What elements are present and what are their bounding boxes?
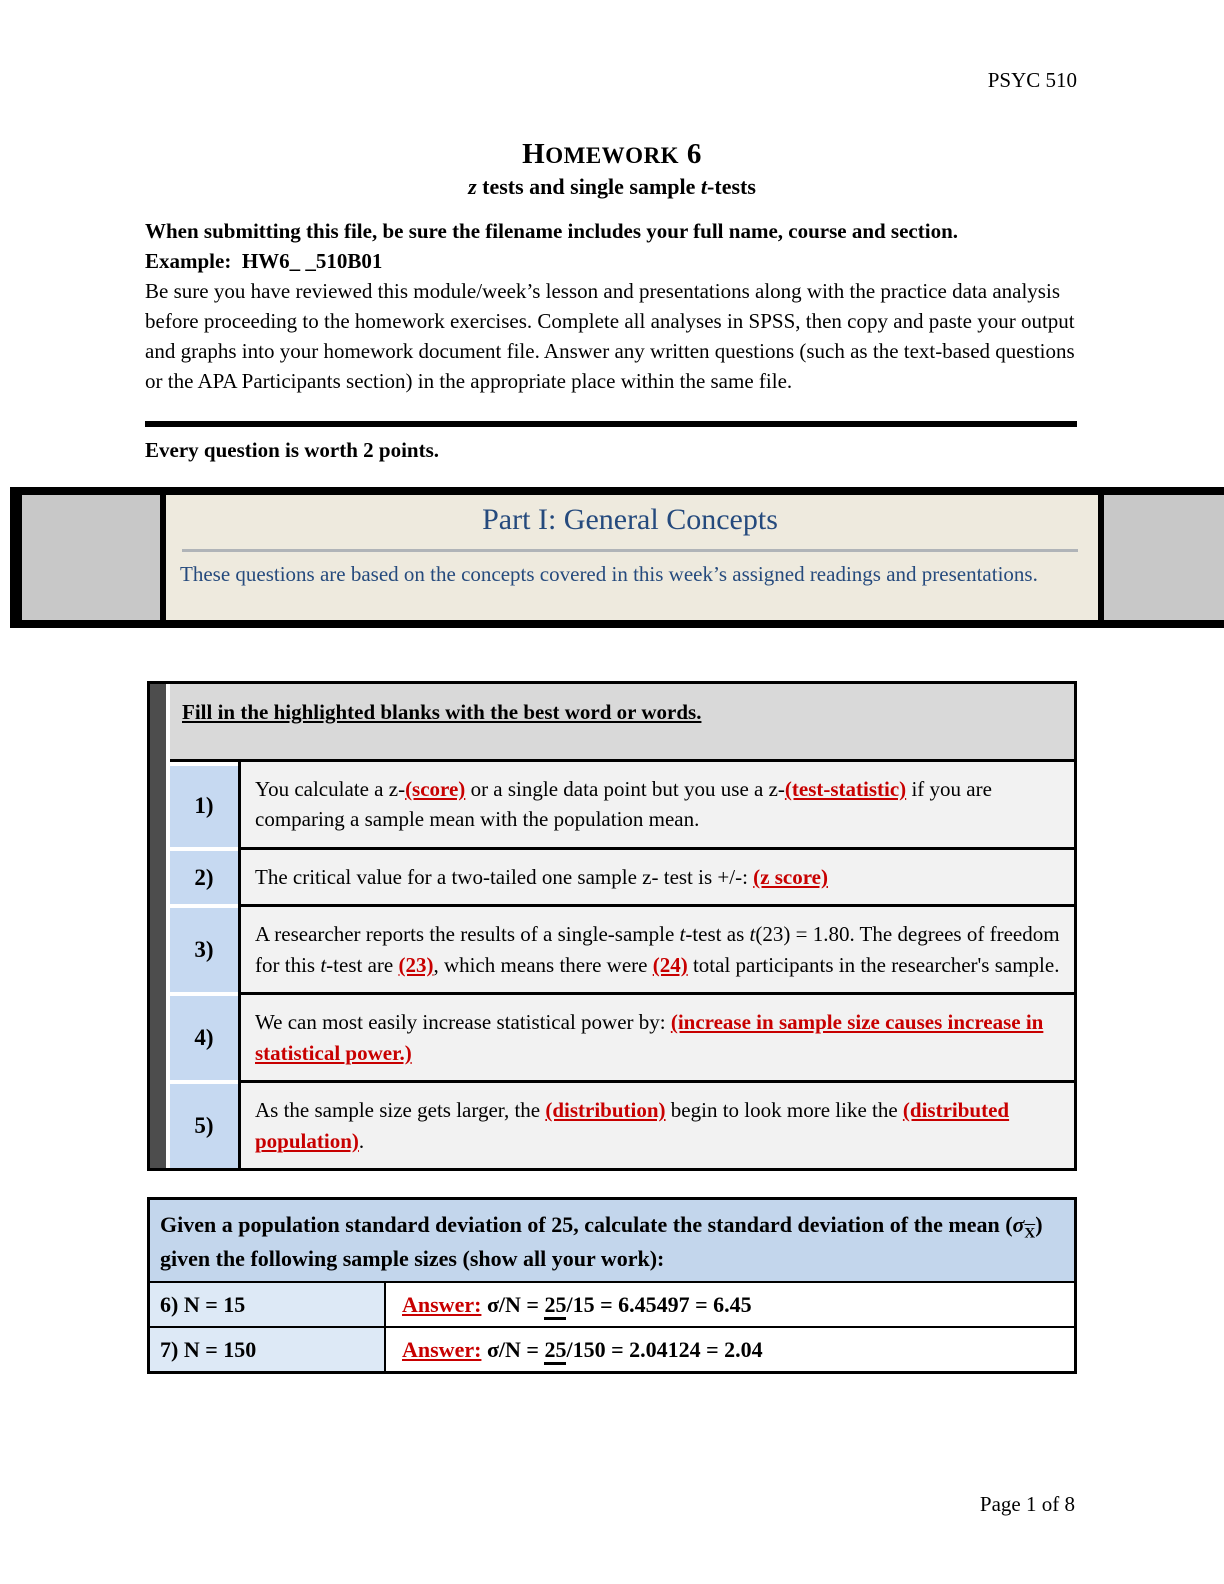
homework-title-number: 6 — [679, 138, 702, 170]
answer-blank: (distributed population) — [255, 1098, 1010, 1153]
answer-cell — [384, 1283, 1074, 1326]
table-row — [170, 904, 1074, 992]
subtitle-mid: tests and single sample — [476, 174, 701, 199]
homework-title — [0, 138, 1224, 171]
table-row — [170, 847, 1074, 904]
row-number: 4) — [170, 992, 238, 1080]
answer-blank: (24) — [652, 952, 688, 977]
table-left-accent-strip — [150, 684, 166, 1168]
text-segment: , which means there were — [433, 952, 653, 977]
formula-segment: σ/N = — [481, 1337, 545, 1363]
formula-segment: /150 = 2.04124 = 2.04 — [566, 1337, 763, 1363]
underlined-value: 25 — [544, 1337, 566, 1365]
answer-blank: (test-statistic) — [784, 777, 907, 801]
text-segment: or a single data point but you use a z- — [465, 777, 785, 801]
answer-label: Answer: — [402, 1292, 482, 1318]
text-segment: The critical value for a two-tailed one sample z- test is +/-: — [255, 864, 754, 889]
banner-right-gray-cell — [1104, 495, 1224, 620]
row-content — [238, 904, 1074, 992]
answer-cell — [384, 1328, 1074, 1371]
text-segment: As the sample size gets larger, the — [255, 1098, 546, 1123]
italic-t: t — [320, 952, 327, 977]
banner-left-gray-cell — [22, 495, 160, 620]
page-number: Page 1 of 8 — [979, 1492, 1075, 1516]
row-number: 5) — [170, 1080, 238, 1168]
text-segment: You calculate a z- — [255, 777, 406, 801]
xbar-subscript: X — [1024, 1225, 1036, 1242]
sigma-symbol: σ — [1012, 1212, 1025, 1237]
row-number: 3) — [170, 904, 238, 992]
subtitle-t: t — [700, 174, 708, 199]
part1-description: These questions are based on the concepts covered in this week’s assigned readings and presentations. — [180, 562, 1038, 586]
banner-divider — [182, 549, 1078, 552]
table-row — [150, 1283, 1074, 1326]
text-segment: -test are — [326, 952, 399, 977]
table-row — [170, 992, 1074, 1080]
text-segment: if you are comparing a sample mean with the population mean. — [255, 777, 992, 832]
answer-blank: (increase in sample size causes increase in statistical power.) — [255, 1010, 1044, 1065]
calc-table-header — [150, 1200, 1074, 1283]
subtitle-end: -tests — [707, 174, 756, 199]
text-segment: -test as — [685, 922, 750, 947]
italic-t: t — [679, 922, 686, 947]
intro-paragraph — [145, 216, 1077, 396]
part1-banner — [10, 487, 1224, 628]
answer-blank: (distribution) — [545, 1098, 666, 1123]
formula-segment: σ/N = — [481, 1292, 545, 1318]
text-segment: Given a population standard deviation of 25, calculate the standard deviation of the mean ( — [160, 1212, 1013, 1237]
homework-title-initial: H — [522, 138, 546, 170]
intro-bold-line1: When submitting this file, be sure the filename includes your full name, course and section. — [145, 219, 959, 243]
intro-bold-line2: Example: HW6_ _510B01 — [145, 249, 383, 274]
horizontal-rule — [145, 421, 1077, 427]
banner-center-cell — [166, 495, 1098, 620]
row-content — [238, 992, 1074, 1080]
fill-in-table-header: Fill in the highlighted blanks with the best word or words. — [170, 684, 1074, 762]
answer-blank: (score) — [405, 777, 466, 801]
row-content — [238, 1080, 1074, 1168]
answer-blank: (z score) — [753, 864, 828, 889]
text-segment: total participants in the researcher's sample. — [687, 952, 1060, 977]
row-number: 2) — [170, 847, 238, 904]
answer-label: Answer: — [402, 1337, 482, 1363]
answer-blank: (23) — [398, 952, 434, 977]
table-row — [170, 1080, 1074, 1168]
fill-in-table — [147, 681, 1077, 1171]
homework-title-smallcaps: OMEWORK — [545, 143, 680, 168]
row-content — [238, 762, 1074, 847]
table-row — [170, 762, 1074, 847]
calc-table — [147, 1197, 1077, 1374]
text-segment: We can most easily increase statistical power by: — [255, 1010, 671, 1035]
part1-title: Part I: General Concepts — [482, 503, 778, 536]
underlined-value: 25 — [544, 1292, 566, 1320]
intro-body: Be sure you have reviewed this module/week’s lesson and presentations along with the practice data analysis before proceeding to the homework exercises. Complete all analyses in SPSS, then copy and paste your output and graphs into your homework document file. Answer any written questions (such as the text-based questions or the APA Participants section) in the appropriate place within the same file. — [145, 279, 1075, 394]
subtitle-z: z — [468, 174, 477, 199]
italic-t: t — [749, 922, 756, 947]
text-segment: ) given the following sample sizes (show all your work): — [160, 1212, 1043, 1271]
text-segment: . — [358, 1128, 365, 1153]
homework-subtitle — [0, 174, 1224, 200]
formula-segment: /15 = 6.45497 = 6.45 — [566, 1292, 752, 1318]
text-segment: A researcher reports the results of a single-sample — [255, 922, 680, 947]
course-code: PSYC 510 — [987, 68, 1077, 92]
text-segment: (23) = 1.80. The degrees of freedom for this — [255, 922, 1060, 977]
points-note: Every question is worth 2 points. — [145, 438, 440, 462]
row-content — [238, 847, 1074, 904]
row-number: 1) — [170, 762, 238, 847]
fill-in-table-main — [170, 684, 1074, 1168]
table-row — [150, 1326, 1074, 1371]
question-label: 7) N = 150 — [150, 1328, 384, 1371]
text-segment: begin to look more like the — [665, 1098, 903, 1123]
question-label: 6) N = 15 — [150, 1283, 384, 1326]
